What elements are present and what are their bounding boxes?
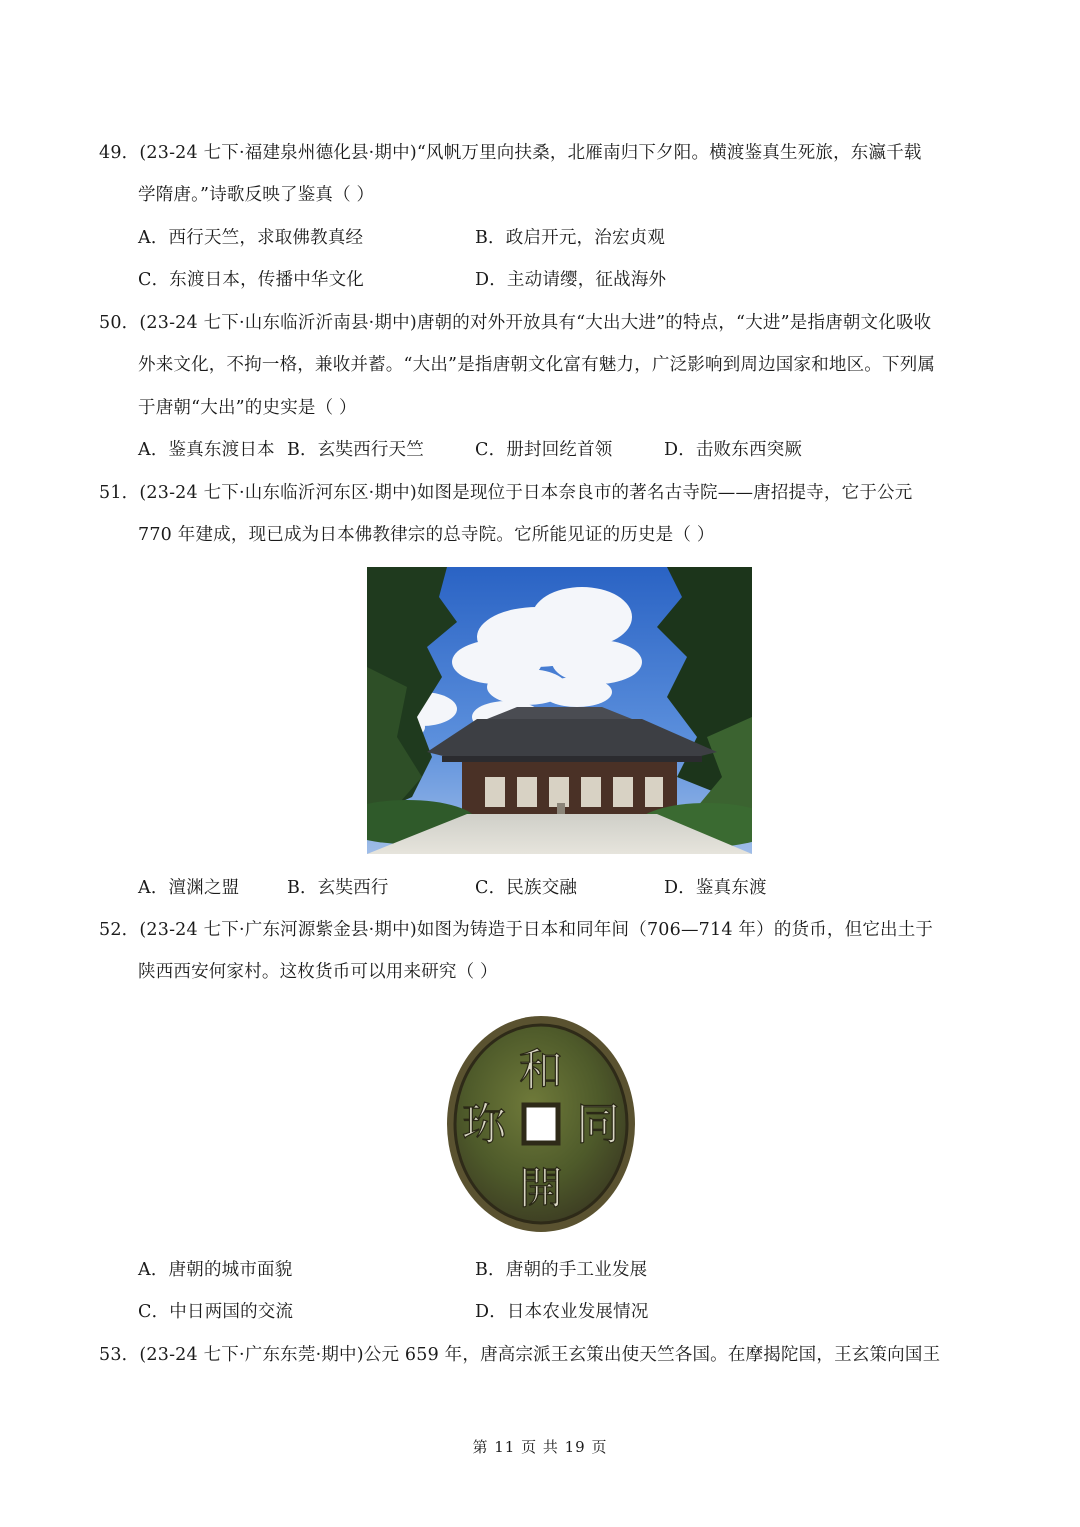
q52-line-2: 陕西西安何家村。这枚货币可以用来研究（ ） — [138, 962, 498, 982]
q49-line-1: 49．(23-24 七下·福建泉州德化县·期中)“风帆万里向扶桑，北雁南归下夕阳。横渡鉴真生死旅，东瀛千载 — [99, 143, 922, 163]
q49-option-d: D．主动请缨，征战海外 — [475, 270, 667, 290]
q50-option-c: C．册封回纥首领 — [475, 440, 613, 460]
coin-char-left: 珎 — [462, 1099, 506, 1150]
q50-line-2: 外来文化，不拘一格，兼收并蓄。“大出”是指唐朝文化富有魅力，广泛影响到周边国家和地区。下列属 — [138, 355, 936, 375]
q51-option-a: A．澶渊之盟 — [138, 878, 240, 898]
coin-char-bottom: 開 — [519, 1163, 563, 1214]
q50-line-1: 50．(23-24 七下·山东临沂沂南县·期中)唐朝的对外开放具有“大出大进”的特点，“大进”是指唐朝文化吸收 — [99, 313, 932, 333]
q52-line-1: 52．(23-24 七下·广东河源紫金县·期中)如图为铸造于日本和同年间（706—714 年）的货币，但它出土于 — [99, 920, 934, 940]
wado-kaichin-coin-image — [446, 1015, 636, 1233]
q51-line-1: 51．(23-24 七下·山东临沂河东区·期中)如图是现位于日本奈良市的著名古寺院——唐招提寺，它于公元 — [99, 483, 913, 503]
q49-option-c: C．东渡日本，传播中华文化 — [138, 270, 364, 290]
q50-line-3: 于唐朝“大出”的史实是（ ） — [138, 398, 357, 418]
q49-option-b: B．政启开元，治宏贞观 — [475, 228, 666, 248]
page-footer: 第 11 页 共 19 页 — [472, 1438, 608, 1456]
q51-option-d: D．鉴真东渡 — [664, 878, 767, 898]
q51-option-b: B．玄奘西行 — [287, 878, 389, 898]
q52-option-c: C．中日两国的交流 — [138, 1302, 294, 1322]
toshodaiji-temple-photo — [367, 567, 752, 854]
q52-option-d: D．日本农业发展情况 — [475, 1302, 649, 1322]
q51-option-c: C．民族交融 — [475, 878, 578, 898]
coin-char-right: 同 — [576, 1099, 620, 1150]
q53-line-1: 53．(23-24 七下·广东东莞·期中)公元 659 年，唐高宗派王玄策出使天竺各国。在摩揭陀国，王玄策向国王 — [99, 1345, 941, 1365]
coin-char-top: 和 — [519, 1045, 563, 1096]
q51-line-2: 770 年建成，现已成为日本佛教律宗的总寺院。它所能见证的历史是（ ） — [138, 525, 715, 545]
q49-line-2: 学隋唐。”诗歌反映了鉴真（ ） — [138, 185, 375, 205]
q52-option-a: A．唐朝的城市面貌 — [138, 1260, 293, 1280]
q52-option-b: B．唐朝的手工业发展 — [475, 1260, 648, 1280]
q50-option-b: B．玄奘西行天竺 — [287, 440, 424, 460]
q50-option-a: A．鉴真东渡日本 — [138, 440, 275, 460]
q49-option-a: A．西行天竺，求取佛教真经 — [138, 228, 364, 248]
q50-option-d: D．击败东西突厥 — [664, 440, 803, 460]
